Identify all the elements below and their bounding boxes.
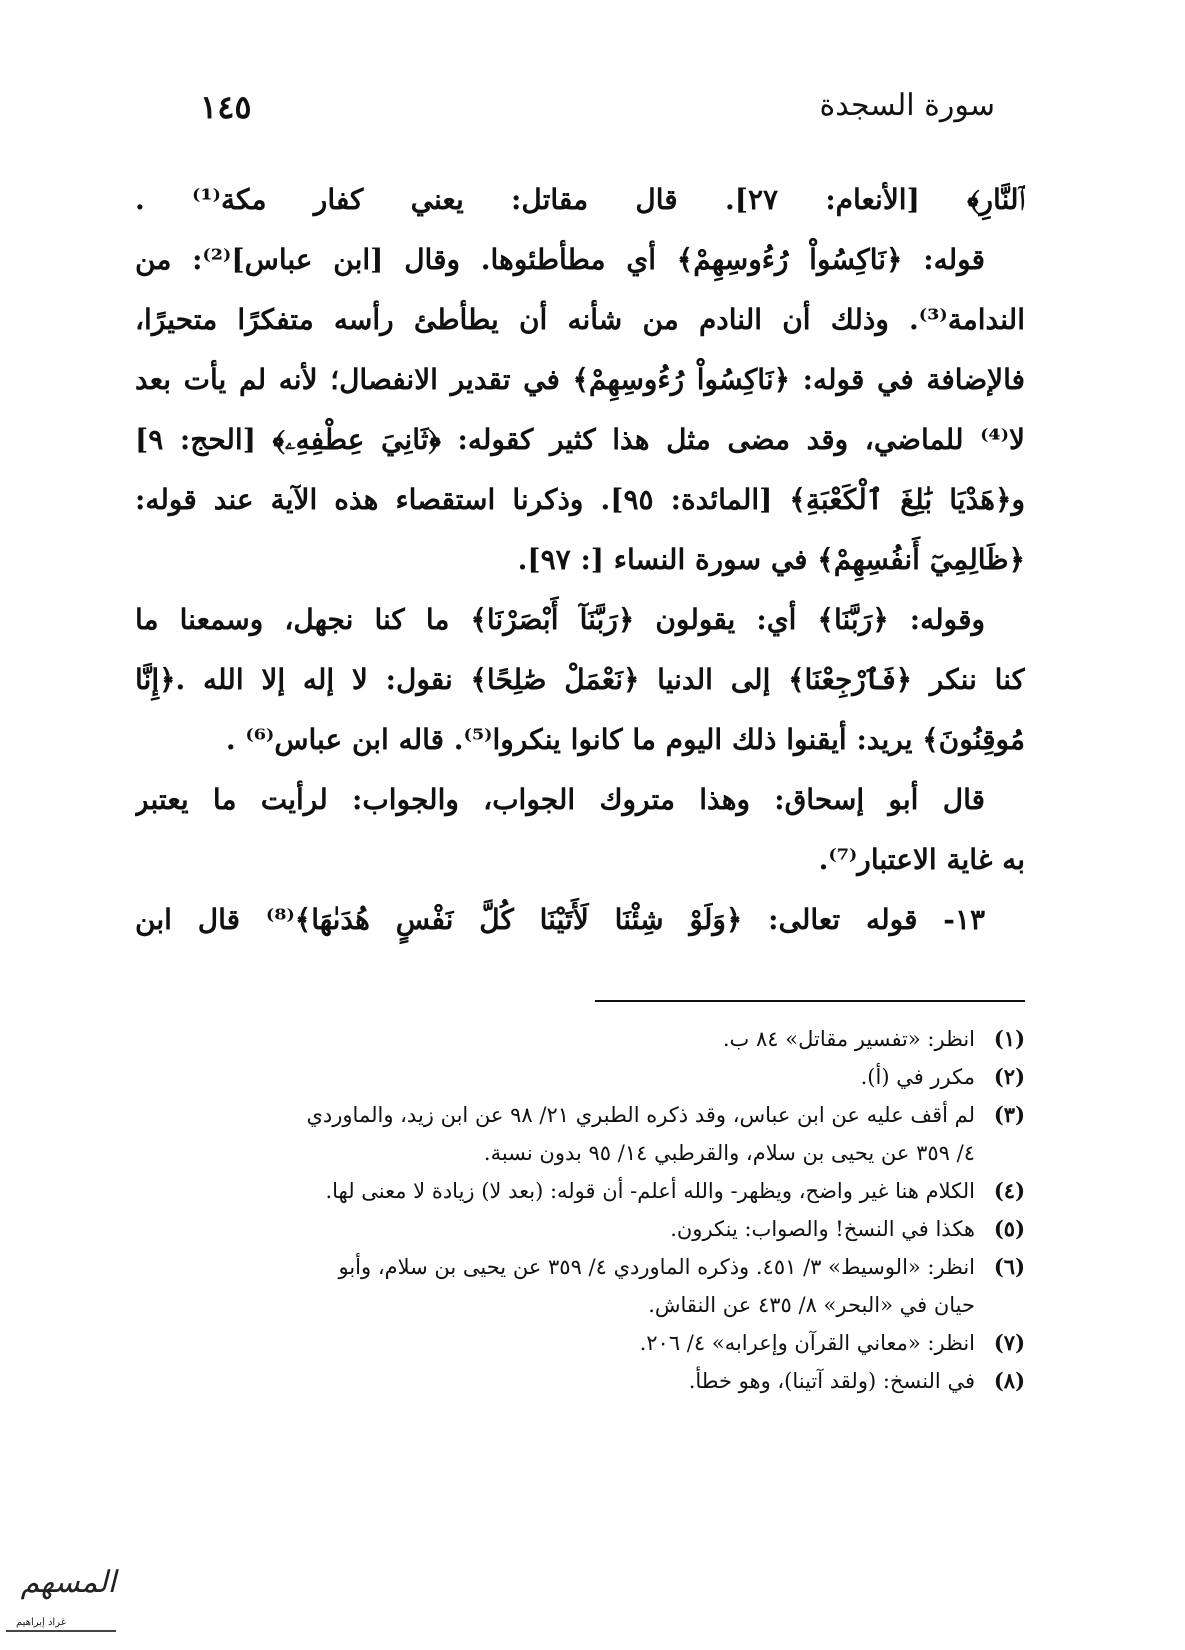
text-line: الندامة⁽³⁾. وذلك أن النادم من شأنه أن يطأطئ رأسه متفكرًا متحيرًا،: [135, 303, 1025, 336]
footnote-text: هكذا في النسخ! والصواب: ينكرون.: [670, 1217, 975, 1241]
text-line: لا⁽⁴⁾ للماضي، وقد مضى مثل هذا كثير كقوله: ﴿ثَانِيَ عِطْفِهِۦ﴾ [الحج: ٩]: [135, 423, 1025, 456]
text-line: قوله: ﴿نَاكِسُواْ رُءُوسِهِمْ﴾ أي مطأطئوها. وقال [ابن عباس]⁽²⁾: من: [135, 243, 985, 276]
footnote-text: لم أقف عليه عن ابن عباس، وقد ذكره الطبري ٢١/ ٩٨ عن ابن زيد، والماوردي: [306, 1103, 975, 1127]
text-line: فالإضافة في قوله: ﴿نَاكِسُواْ رُءُوسِهِمْ﴾ في تقدير الانفصال؛ لأنه لم يأت بعد: [135, 363, 1025, 396]
footnote: [130, 1058, 1025, 1096]
footnote-marker: (٣): [993, 1102, 1025, 1127]
footnote-text: في النسخ: (ولقد آتينا)، وهو خطأ.: [688, 1369, 975, 1393]
surah-title: سورة السجدة: [819, 88, 995, 123]
footnote-divider: [595, 1000, 1025, 1002]
footnote: [130, 1324, 1025, 1362]
footnote: [130, 1020, 1025, 1058]
footnote-marker: (١): [993, 1026, 1025, 1051]
page-header: [190, 88, 995, 138]
stamp-text: المسهم: [20, 1565, 116, 1600]
footnote-marker: (٦): [993, 1254, 1025, 1279]
footnote: [130, 1362, 1025, 1400]
text-line: ﴿ظَالِمِيٓ أَنفُسِهِمْ﴾ في سورة النساء [: ٩٧].: [517, 543, 1025, 576]
footnote-continuation: ٤/ ٣٥٩ عن يحيى بن سلام، والقرطبي ١٤/ ٩٥ بدون نسبة.: [483, 1141, 975, 1165]
footnote-text: مكرر في (أ).: [860, 1065, 975, 1089]
footnote: [130, 1210, 1025, 1248]
stamp-subtext: غراد إبراهيم: [16, 1617, 66, 1628]
text-line: ١٣- قوله تعالى: ﴿وَلَوْ شِئْنَا لَأَتَيْنَا كُلَّ نَفْسٍ هُدَىٰهَا﴾⁽⁸⁾ قال ابن: [135, 903, 986, 936]
footnote-marker: (٢): [993, 1064, 1025, 1089]
text-line: وقوله: ﴿رَبَّنَا﴾ أي: يقولون ﴿رَبَّنَآ أَبْصَرْنَا﴾ ما كنا نجهل، وسمعنا ما: [135, 603, 985, 636]
footnote: [130, 1172, 1025, 1210]
text-line: قال أبو إسحاق: وهذا متروك الجواب، والجواب: لرأيت ما يعتبر: [135, 783, 985, 816]
text-line: به غاية الاعتبار⁽⁷⁾.: [818, 843, 1025, 876]
footnote-text: انظر: «تفسير مقاتل» ٨٤ ب.: [722, 1027, 975, 1051]
footnote-marker: (٨): [993, 1368, 1025, 1393]
footnote-text: الكلام هنا غير واضح، ويظهر- والله أعلم- أن قوله: (بعد لا) زيادة لا معنى لها.: [325, 1179, 975, 1203]
main-text: [135, 170, 1025, 950]
text-line: مُوقِنُونَ﴾ يريد: أيقنوا ذلك اليوم ما كانوا ينكروا⁽⁵⁾. قاله ابن عباس⁽⁶⁾ .: [225, 723, 1025, 756]
footnotes: [130, 1020, 1025, 1400]
footnote-marker: (٤): [993, 1178, 1025, 1203]
footnote-text: انظر: «معاني القرآن وإعرابه» ٤/ ٢٠٦.: [639, 1331, 975, 1355]
publisher-logo-stamp: [6, 1565, 116, 1632]
text-line: ﭐﻟﻨَّﺎﺭِ﴾ [الأنعام: ٢٧]. قال مقاتل: يعني كفار مكة⁽¹⁾ .: [135, 183, 1025, 216]
footnote: [130, 1248, 1025, 1286]
page-number: ١٤٥: [200, 88, 252, 126]
footnote-text: انظر: «الوسيط» ٣/ ٤٥١. وذكره الماوردي ٤/ ٣٥٩ عن يحيى بن سلام، وأبو: [338, 1255, 975, 1279]
text-line: كنا ننكر ﴿فَٱرْجِعْنَا﴾ إلى الدنيا ﴿نَعْمَلْ صَٰلِحًا﴾ نقول: لا إله إلا الله .﴿إِنَّا: [135, 663, 1025, 696]
footnote-marker: (٥): [993, 1216, 1025, 1241]
text-line: و﴿هَدْيَا بَٰلِغَ ٱلْكَعْبَةِ﴾ [المائدة: ٩٥]. وذكرنا استقصاء هذه الآية عند قوله:: [135, 483, 1025, 516]
footnote-marker: (٧): [993, 1330, 1025, 1355]
footnote: [130, 1096, 1025, 1134]
footnote-continuation: حيان في «البحر» ٨/ ٤٣٥ عن النقاش.: [648, 1293, 975, 1317]
